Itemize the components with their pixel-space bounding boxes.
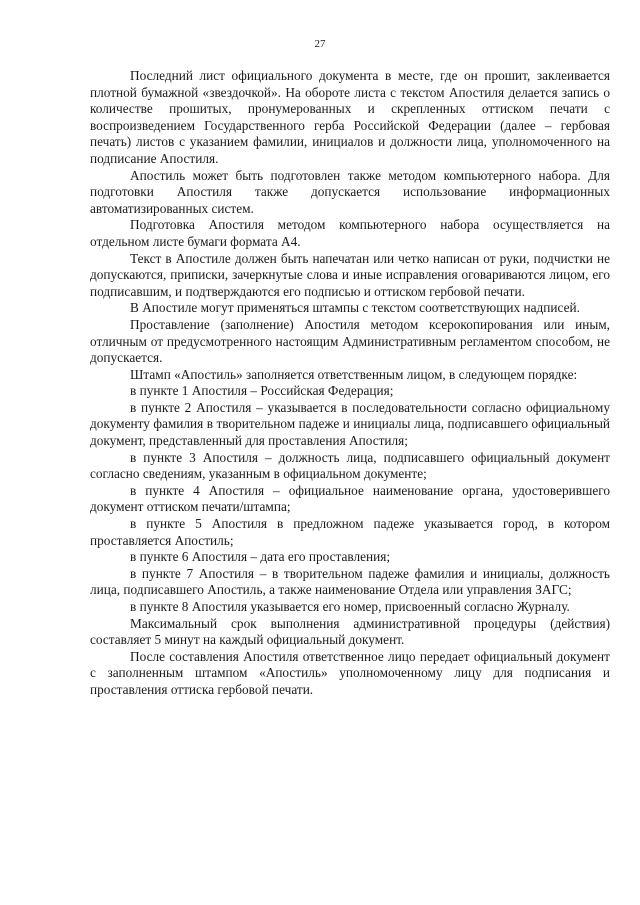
list-item-point-1: в пункте 1 Апостиля – Российская Федерация; (130, 383, 394, 399)
list-item-point-4: в пункте 4 Апостиля – официальное наименование органа, удостоверившего документ оттиском печати/штампа; (90, 482, 610, 515)
list-item-point-8: в пункте 8 Апостиля указывается его номер, присвоенный согласно Журналу. (130, 599, 570, 614)
paragraph-a4-format: Подготовка Апостиля методом компьютерного набора осуществляется на отдельном листе бумаги формата А4. (90, 217, 610, 249)
paragraph-stamps: В Апостиле могут применяться штампы с текстом соответствующих надписей. (130, 300, 580, 316)
list-item-point-6: в пункте 6 Апостиля – дата его проставления; (130, 549, 391, 565)
document-body (90, 68, 610, 699)
list-item-point-3: в пункте 3 Апостиля – должность лица, подписавшего официальный документ согласно сведениям, указанным в официальном документе; (90, 449, 610, 482)
list-item-point-7: в пункте 7 Апостиля – в творительном падеже фамилия и инициалы, должность лица, подписавшего Апостиль, а также наименование Отдела или управления ЗАГС; (90, 565, 610, 598)
paragraph-stitching: Последний лист официального документа в месте, где он прошит, заклеивается плотной бумажной «звездочкой». На обороте листа с текстом Апостиля делается запись о количестве прошитых, пронумерованных и скрепленных оттиском печати с воспроизведением Государственного герба Российской Федерации (далее – гербовая печать) листов с указанием фамилии, инициалов и должности лица, уполномоченного на подписание Апостиля. (90, 68, 610, 166)
paragraph-after-preparation: После составления Апостиля ответственное лицо передает официальный документ с заполненным штампом «Апостиль» уполномоченному лицу для подписания и проставления оттиска гербовой печати. (90, 648, 610, 697)
paragraph-no-copying: Проставление (заполнение) Апостиля методом ксерокопирования или иным, отличным от предусмотренного настоящим Административным регламентом способом, не допускается. (90, 316, 610, 366)
paragraph-text-requirements: Текст в Апостиле должен быть напечатан или четко написан от руки, подчистки не допускаются, приписки, зачеркнутые слова и иные исправления оговариваются лицом, его подписавшим, и подтверждаются его подписью и оттиском гербовой печати. (90, 250, 610, 299)
page-number: 27 (314, 38, 326, 50)
paragraph-stamp-filling-order: Штамп «Апостиль» заполняется ответственным лицом, в следующем порядке: (130, 366, 578, 382)
list-item-point-2: в пункте 2 Апостиля – указывается в последовательности согласно официальному документу фамилия в творительном падеже и инициалы лица, подписавшего официальный документ, представленный для проставления Апостиля; (90, 399, 610, 449)
list-item-point-5: в пункте 5 Апостиля в предложном падеже указывается город, в котором проставляется Апостиль; (90, 516, 610, 548)
paragraph-max-duration: Максимальный срок выполнения административной процедуры (действия) составляет 5 минут на каждый официальный документ. (90, 615, 610, 648)
paragraph-computer-preparation: Апостиль может быть подготовлен также методом компьютерного набора. Для подготовки Апостиля также допускается использование информационных автоматизированных систем. (90, 167, 610, 216)
